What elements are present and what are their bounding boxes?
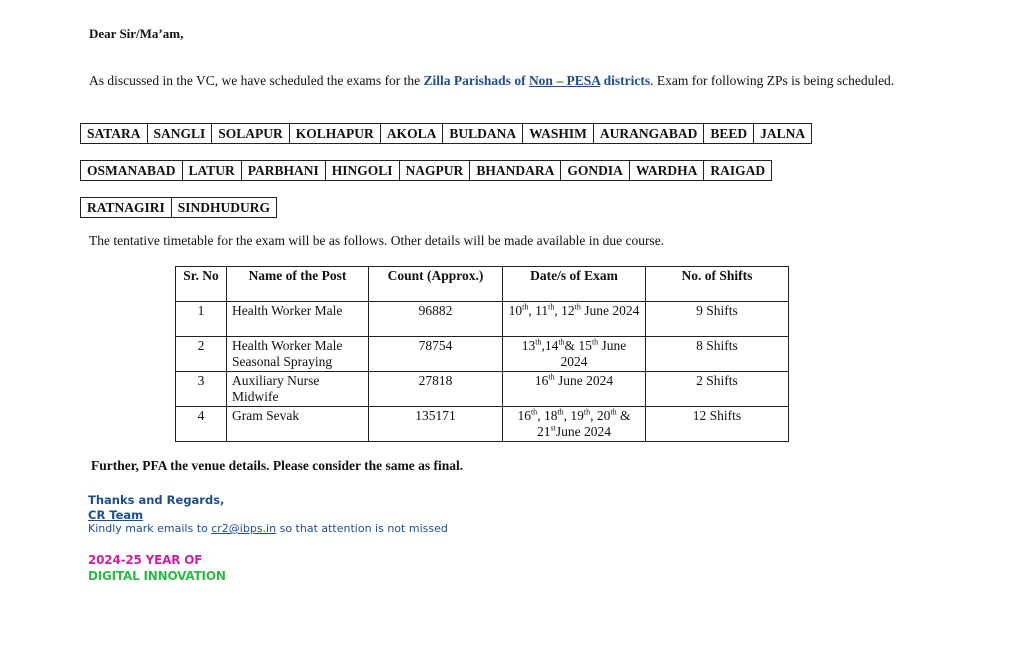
col-header-count: Count (Approx.) [369, 267, 503, 302]
cell-date: 13th,14th& 15th June 2024 [503, 337, 646, 372]
zp-box: BULDANA [443, 123, 523, 144]
email-note-post: so that attention is not missed [276, 522, 448, 535]
zp-box: AURANGABAD [594, 123, 705, 144]
banner-line-1: 2024-25 YEAR OF [88, 553, 203, 567]
cell-sr: 4 [176, 407, 227, 442]
zp-box: AKOLA [381, 123, 444, 144]
cell-date: 16th June 2024 [503, 372, 646, 407]
table-row [176, 372, 789, 407]
cell-shifts: 9 Shifts [646, 302, 789, 337]
banner-line-2: DIGITAL INNOVATION [88, 569, 226, 583]
email-note-pre: Kindly mark emails to [88, 522, 212, 535]
intro-text-2: . Exam for following ZPs is being scheduled. [650, 73, 895, 88]
signoff-thanks: Thanks and Regards, [88, 493, 225, 507]
cell-post: Gram Sevak [227, 407, 369, 442]
further-note: Further, PFA the venue details. Please consider the same as final. [91, 458, 464, 473]
zp-box: WASHIM [523, 123, 594, 144]
tentative-note: The tentative timetable for the exam will be as follows. Other details will be made available in due course. [89, 233, 665, 248]
cell-date: 16th, 18th, 19th, 20th & 21stJune 2024 [503, 407, 646, 442]
col-header-date: Date/s of Exam [503, 267, 646, 302]
signoff-team: CR Team [88, 508, 144, 522]
zp-box: LATUR [183, 160, 242, 181]
cell-shifts: 8 Shifts [646, 337, 789, 372]
col-header-post: Name of the Post [227, 267, 369, 302]
cell-sr: 3 [176, 372, 227, 407]
zp-box: HINGOLI [326, 160, 400, 181]
zp-box: KOLHAPUR [290, 123, 381, 144]
zp-box: WARDHA [630, 160, 705, 181]
cell-sr: 2 [176, 337, 227, 372]
col-header-shifts: No. of Shifts [646, 267, 789, 302]
intro-highlight-a: Zilla Parishads of [423, 73, 529, 88]
intro-highlight-underlined: Non – PESA [528, 73, 601, 88]
intro-paragraph [89, 73, 909, 89]
zp-box: RAIGAD [704, 160, 772, 181]
zp-row-1 [80, 123, 812, 144]
exam-timetable [175, 266, 789, 442]
table-header-row [176, 267, 789, 302]
cell-count: 27818 [369, 372, 503, 407]
signoff-email-note [88, 522, 448, 535]
cell-count: 135171 [369, 407, 503, 442]
zp-box: SOLAPUR [212, 123, 290, 144]
intro-highlight-c: districts [600, 73, 651, 88]
table-row [176, 302, 789, 337]
salutation: Dear Sir/Ma’am, [89, 26, 184, 41]
intro-text-1: As discussed in the VC, we have scheduled the exams for the [89, 73, 424, 88]
cell-count: 96882 [369, 302, 503, 337]
cell-post: Health Worker Male Seasonal Spraying [227, 337, 369, 372]
zp-box: GONDIA [561, 160, 630, 181]
zp-box: OSMANABAD [80, 160, 183, 181]
cell-shifts: 12 Shifts [646, 407, 789, 442]
zp-box: SANGLI [148, 123, 213, 144]
zp-box: BEED [704, 123, 754, 144]
table-row [176, 407, 789, 442]
zp-box: BHANDARA [470, 160, 561, 181]
intro-highlight [424, 73, 651, 88]
zp-box: SATARA [80, 123, 148, 144]
cell-post: Health Worker Male [227, 302, 369, 337]
cell-date: 10th, 11th, 12th June 2024 [503, 302, 646, 337]
cell-post: Auxiliary Nurse Midwife [227, 372, 369, 407]
table-row [176, 337, 789, 372]
zp-box: NAGPUR [400, 160, 471, 181]
col-header-sr: Sr. No [176, 267, 227, 302]
zp-box: PARBHANI [242, 160, 326, 181]
zp-row-3 [80, 197, 277, 218]
cell-sr: 1 [176, 302, 227, 337]
email-link[interactable]: cr2@ibps.in [211, 522, 277, 535]
cell-shifts: 2 Shifts [646, 372, 789, 407]
zp-box: SINDHUDURG [172, 197, 277, 218]
zp-row-2 [80, 160, 772, 181]
zp-box: RATNAGIRI [80, 197, 172, 218]
cell-count: 78754 [369, 337, 503, 372]
zp-box: JALNA [754, 123, 812, 144]
